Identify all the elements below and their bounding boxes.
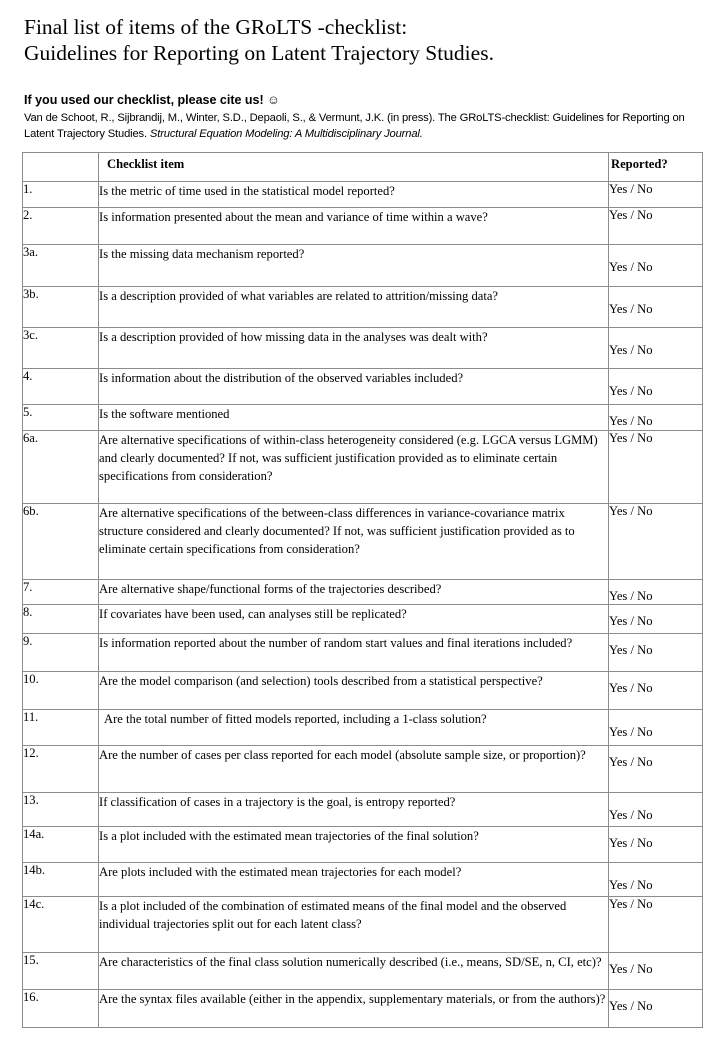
item-text: Is information presented about the mean and variance of time within a wave? <box>99 208 609 245</box>
item-number: 5. <box>23 405 99 431</box>
table-row <box>23 672 703 710</box>
table-row <box>23 863 703 897</box>
item-reported: Yes / No <box>609 827 703 863</box>
table-row <box>23 182 703 208</box>
item-number: 9. <box>23 634 99 672</box>
item-text: Is a description provided of what variables are related to attrition/missing data? <box>99 287 609 328</box>
item-reported: Yes / No <box>609 287 703 328</box>
item-number: 10. <box>23 672 99 710</box>
item-reported: Yes / No <box>609 793 703 827</box>
citation-text <box>24 111 714 142</box>
item-reported: Yes / No <box>609 634 703 672</box>
checklist-table <box>22 152 703 1028</box>
item-text: Are the total number of fitted models reported, including a 1-class solution? <box>99 710 609 746</box>
item-reported: Yes / No <box>609 672 703 710</box>
item-reported: Yes / No <box>609 369 703 405</box>
item-text: Is a description provided of how missing data in the analyses was dealt with? <box>99 328 609 369</box>
item-text: Is the missing data mechanism reported? <box>99 245 609 287</box>
table-row <box>23 245 703 287</box>
item-text: Is information reported about the number of random start values and final iterations included? <box>99 634 609 672</box>
item-reported: Yes / No <box>609 953 703 990</box>
item-text: Are characteristics of the final class solution numerically described (i.e., means, SD/SE, n, CI, etc)? <box>99 953 609 990</box>
citation-journal: Structural Equation Modeling: A Multidisciplinary Journal. <box>149 127 423 140</box>
table-row <box>23 634 703 672</box>
item-reported: Yes / No <box>609 580 703 605</box>
item-number: 3b. <box>23 287 99 328</box>
item-reported: Yes / No <box>609 208 703 245</box>
item-text: Is a plot included with the estimated mean trajectories of the final solution? <box>99 827 609 863</box>
item-number: 13. <box>23 793 99 827</box>
table-row <box>23 710 703 746</box>
item-text: If classification of cases in a trajectory is the goal, is entropy reported? <box>99 793 609 827</box>
header-reported: Reported? <box>609 153 703 182</box>
table-row <box>23 793 703 827</box>
item-reported: Yes / No <box>609 863 703 897</box>
item-text: Are alternative specifications of within-class heterogeneity considered (e.g. LGCA versus LGMM) and clearly documented? If not, was sufficient justification provided as to eliminate certain specifications from consideration? <box>99 431 609 504</box>
page-title <box>24 14 494 66</box>
item-number: 14b. <box>23 863 99 897</box>
title-line-1: Final list of items of the GRoLTS -checklist: <box>24 15 408 39</box>
table-row <box>23 605 703 634</box>
table-row <box>23 405 703 431</box>
item-number: 3a. <box>23 245 99 287</box>
table-row <box>23 431 703 504</box>
item-reported: Yes / No <box>609 504 703 580</box>
item-number: 16. <box>23 990 99 1028</box>
item-text: Are plots included with the estimated mean trajectories for each model? <box>99 863 609 897</box>
item-number: 15. <box>23 953 99 990</box>
item-reported: Yes / No <box>609 605 703 634</box>
table-row <box>23 580 703 605</box>
item-reported: Yes / No <box>609 245 703 287</box>
item-number: 1. <box>23 182 99 208</box>
table-row <box>23 953 703 990</box>
table-row <box>23 746 703 793</box>
item-text: Is information about the distribution of the observed variables included? <box>99 369 609 405</box>
table-row <box>23 897 703 953</box>
header-number <box>23 153 99 182</box>
item-number: 12. <box>23 746 99 793</box>
item-text: If covariates have been used, can analyses still be replicated? <box>99 605 609 634</box>
item-text: Are the model comparison (and selection) tools described from a statistical perspective? <box>99 672 609 710</box>
item-reported: Yes / No <box>609 746 703 793</box>
item-number: 14c. <box>23 897 99 953</box>
item-reported: Yes / No <box>609 405 703 431</box>
item-text: Are the number of cases per class reported for each model (absolute sample size, or proportion)? <box>99 746 609 793</box>
item-reported: Yes / No <box>609 897 703 953</box>
item-number: 11. <box>23 710 99 746</box>
table-row <box>23 328 703 369</box>
table-row <box>23 504 703 580</box>
table-row <box>23 990 703 1028</box>
item-reported: Yes / No <box>609 990 703 1028</box>
table-header-row <box>23 153 703 182</box>
item-reported: Yes / No <box>609 710 703 746</box>
item-text: Are the syntax files available (either in the appendix, supplementary materials, or from the authors)? <box>99 990 609 1028</box>
citation-heading: If you used our checklist, please cite us! ☺ <box>24 93 280 107</box>
item-reported: Yes / No <box>609 431 703 504</box>
item-number: 8. <box>23 605 99 634</box>
header-checklist-item: Checklist item <box>99 153 609 182</box>
item-number: 2. <box>23 208 99 245</box>
table-row <box>23 827 703 863</box>
table-row <box>23 287 703 328</box>
item-text: Is the metric of time used in the statistical model reported? <box>99 182 609 208</box>
item-number: 6b. <box>23 504 99 580</box>
item-number: 3c. <box>23 328 99 369</box>
item-reported: Yes / No <box>609 328 703 369</box>
item-text: Is a plot included of the combination of estimated means of the final model and the observed individual trajectories split out for each latent class? <box>99 897 609 953</box>
item-number: 14a. <box>23 827 99 863</box>
item-text: Are alternative shape/functional forms of the trajectories described? <box>99 580 609 605</box>
table-row <box>23 208 703 245</box>
item-reported: Yes / No <box>609 182 703 208</box>
title-line-2: Guidelines for Reporting on Latent Trajectory Studies. <box>24 41 494 65</box>
item-text: Is the software mentioned <box>99 405 609 431</box>
item-number: 7. <box>23 580 99 605</box>
table-row <box>23 369 703 405</box>
item-number: 4. <box>23 369 99 405</box>
item-text: Are alternative specifications of the between-class differences in variance-covariance matrix structure considered and clearly documented? If not, was sufficient justification provided as to eliminate certain specifications from consideration? <box>99 504 609 580</box>
item-number: 6a. <box>23 431 99 504</box>
citation-authors: Van de Schoot, R., Sijbrandij, M., Winter, S.D., Depaoli, S., & Vermunt, J.K. (in press). The GRoLTS-checklist: Guidelines for Reporting on Latent Trajectory Studies. <box>24 112 685 140</box>
